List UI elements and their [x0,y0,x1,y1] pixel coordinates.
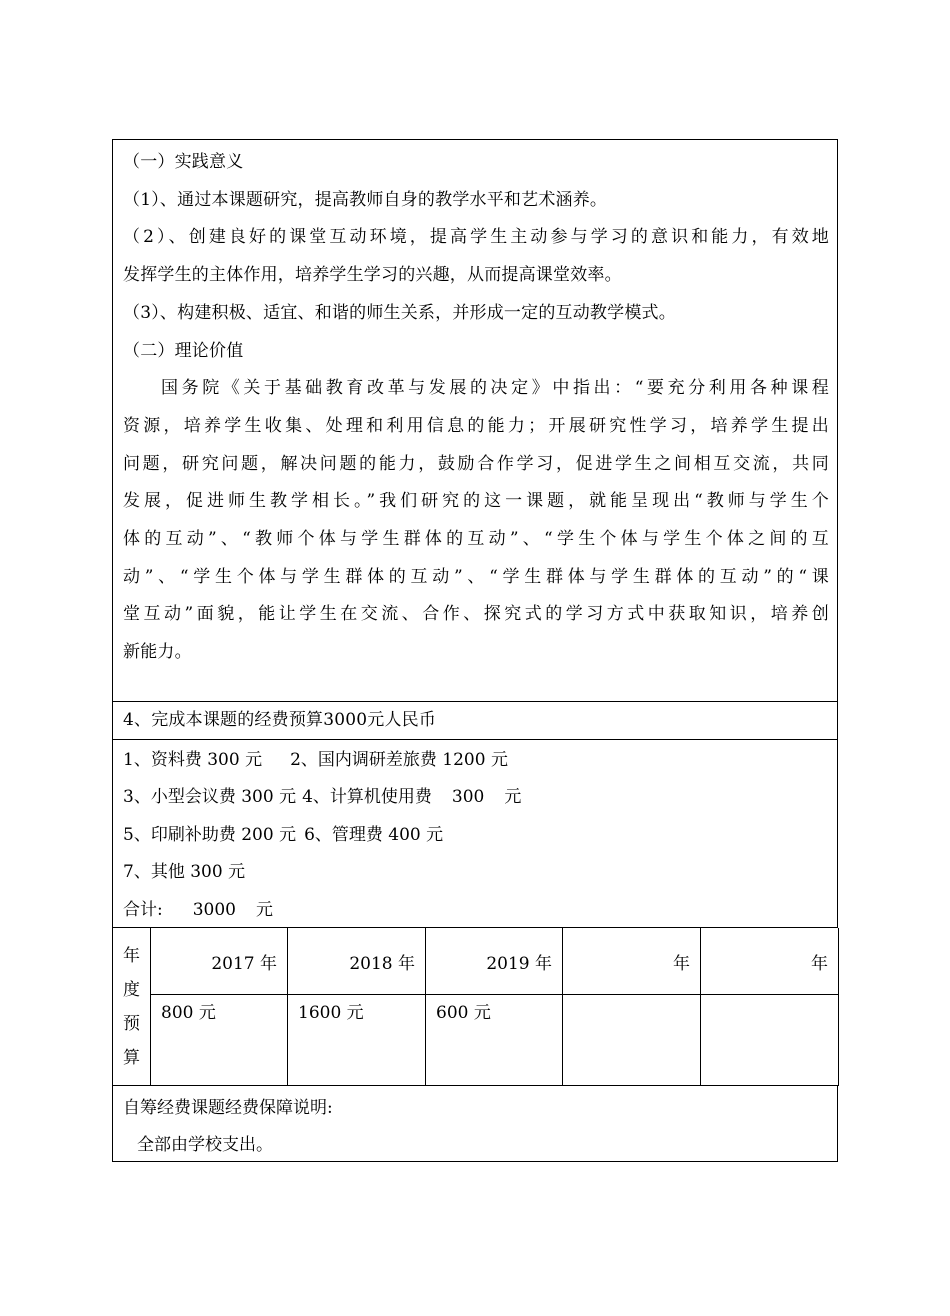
budget-item-row [123,854,827,891]
theory-paragraph-line: 问题，研究问题，解决问题的能力，鼓励合作学习，促进学生之间相互交流，共同 [123,453,829,474]
budget-item: 3、小型会议费 300 元 [123,787,297,808]
total-label: 合计: [123,899,163,920]
budget-item-row [123,779,827,816]
practical-item-2-line-2: 发挥学生的主体作用，培养学生学习的兴趣，从而提高课堂效率。 [123,265,622,286]
amount-cell: 800 元 [151,995,288,1086]
report-form [112,139,838,1162]
year-cell: 2018 年 [288,928,426,995]
theory-paragraph-line: 堂互动”面貌，能让学生在交流、合作、探究式的学习方式中获取知识，培养创 [123,604,829,625]
theory-paragraph-line: 新能力。 [123,642,192,663]
budget-item: 6、管理费 400 元 [304,824,444,845]
theory-paragraph-line: 发展，促进师生教学相长。”我们研究的这一课题，就能呈现出“教师与学生个 [123,491,829,512]
self-funding-text: 全部由学校支出。 [137,1135,273,1156]
amount-cell [563,995,701,1086]
amount-cell [701,995,839,1086]
budget-item-row [123,742,827,779]
budget-item-row [123,817,827,854]
budget-items-section [112,740,838,928]
annual-budget-table [112,928,839,1086]
theory-paragraph-line: 动”、“学生个体与学生群体的互动”、“学生群体与学生群体的互动”的“课 [123,566,829,587]
total-unit: 元 [256,899,273,920]
self-funding-heading: 自筹经费课题经费保障说明: [123,1098,333,1118]
budget-item: 5、印刷补助费 200 元 [123,824,297,845]
year-cell: 2017 年 [151,928,288,995]
budget-item-unit: 元 [504,787,522,808]
year-cell: 2019 年 [426,928,563,995]
budget-item: 4、计算机使用费 [302,787,432,808]
self-funding-section [112,1086,838,1162]
practical-item-2-line-1: （2）、创建良好的课堂互动环境，提高学生主动参与学习的意识和能力，有效地 [123,227,829,248]
theory-heading: （二）理论价值 [123,340,244,361]
annual-budget-label [113,928,151,1086]
label-char: 算 [123,1047,140,1068]
budget-item: 7、其他 300 元 [123,862,246,883]
label-char: 度 [123,979,140,1000]
label-char: 预 [123,1013,140,1034]
budget-item-amount: 300 [451,787,485,808]
practical-item-1: （1）、通过本课题研究，提高教师自身的教学水平和艺术涵养。 [123,189,608,210]
budget-title-row [112,702,838,740]
practical-item-3: （3）、构建积极、适宜、和谐的师生关系，并形成一定的互动教学模式。 [123,302,676,323]
theory-paragraph-line: 资源，培养学生收集、处理和利用信息的能力；开展研究性学习，培养学生提出 [123,415,829,436]
amount-cell: 1600 元 [288,995,426,1086]
amount-cell: 600 元 [426,995,563,1086]
total-value: 3000 [192,899,236,920]
year-cell: 年 [563,928,701,995]
budget-item: 2、国内调研差旅费 1200 元 [290,750,508,770]
budget-title: 4、完成本课题的经费预算3000元人民币 [123,710,437,730]
budget-item: 1、资料费 300 元 [123,750,263,770]
theory-paragraph-line: 体的互动”、“教师个体与学生群体的互动”、“学生个体与学生个体之间的互 [123,529,829,550]
label-char: 年 [123,945,140,966]
significance-section [112,139,838,702]
theory-paragraph-line: 国务院《关于基础教育改革与发展的决定》中指出：“要充分利用各种课程 [161,378,829,399]
practical-heading: （一）实践意义 [123,152,244,172]
budget-total-row [123,892,827,929]
year-cell: 年 [701,928,839,995]
